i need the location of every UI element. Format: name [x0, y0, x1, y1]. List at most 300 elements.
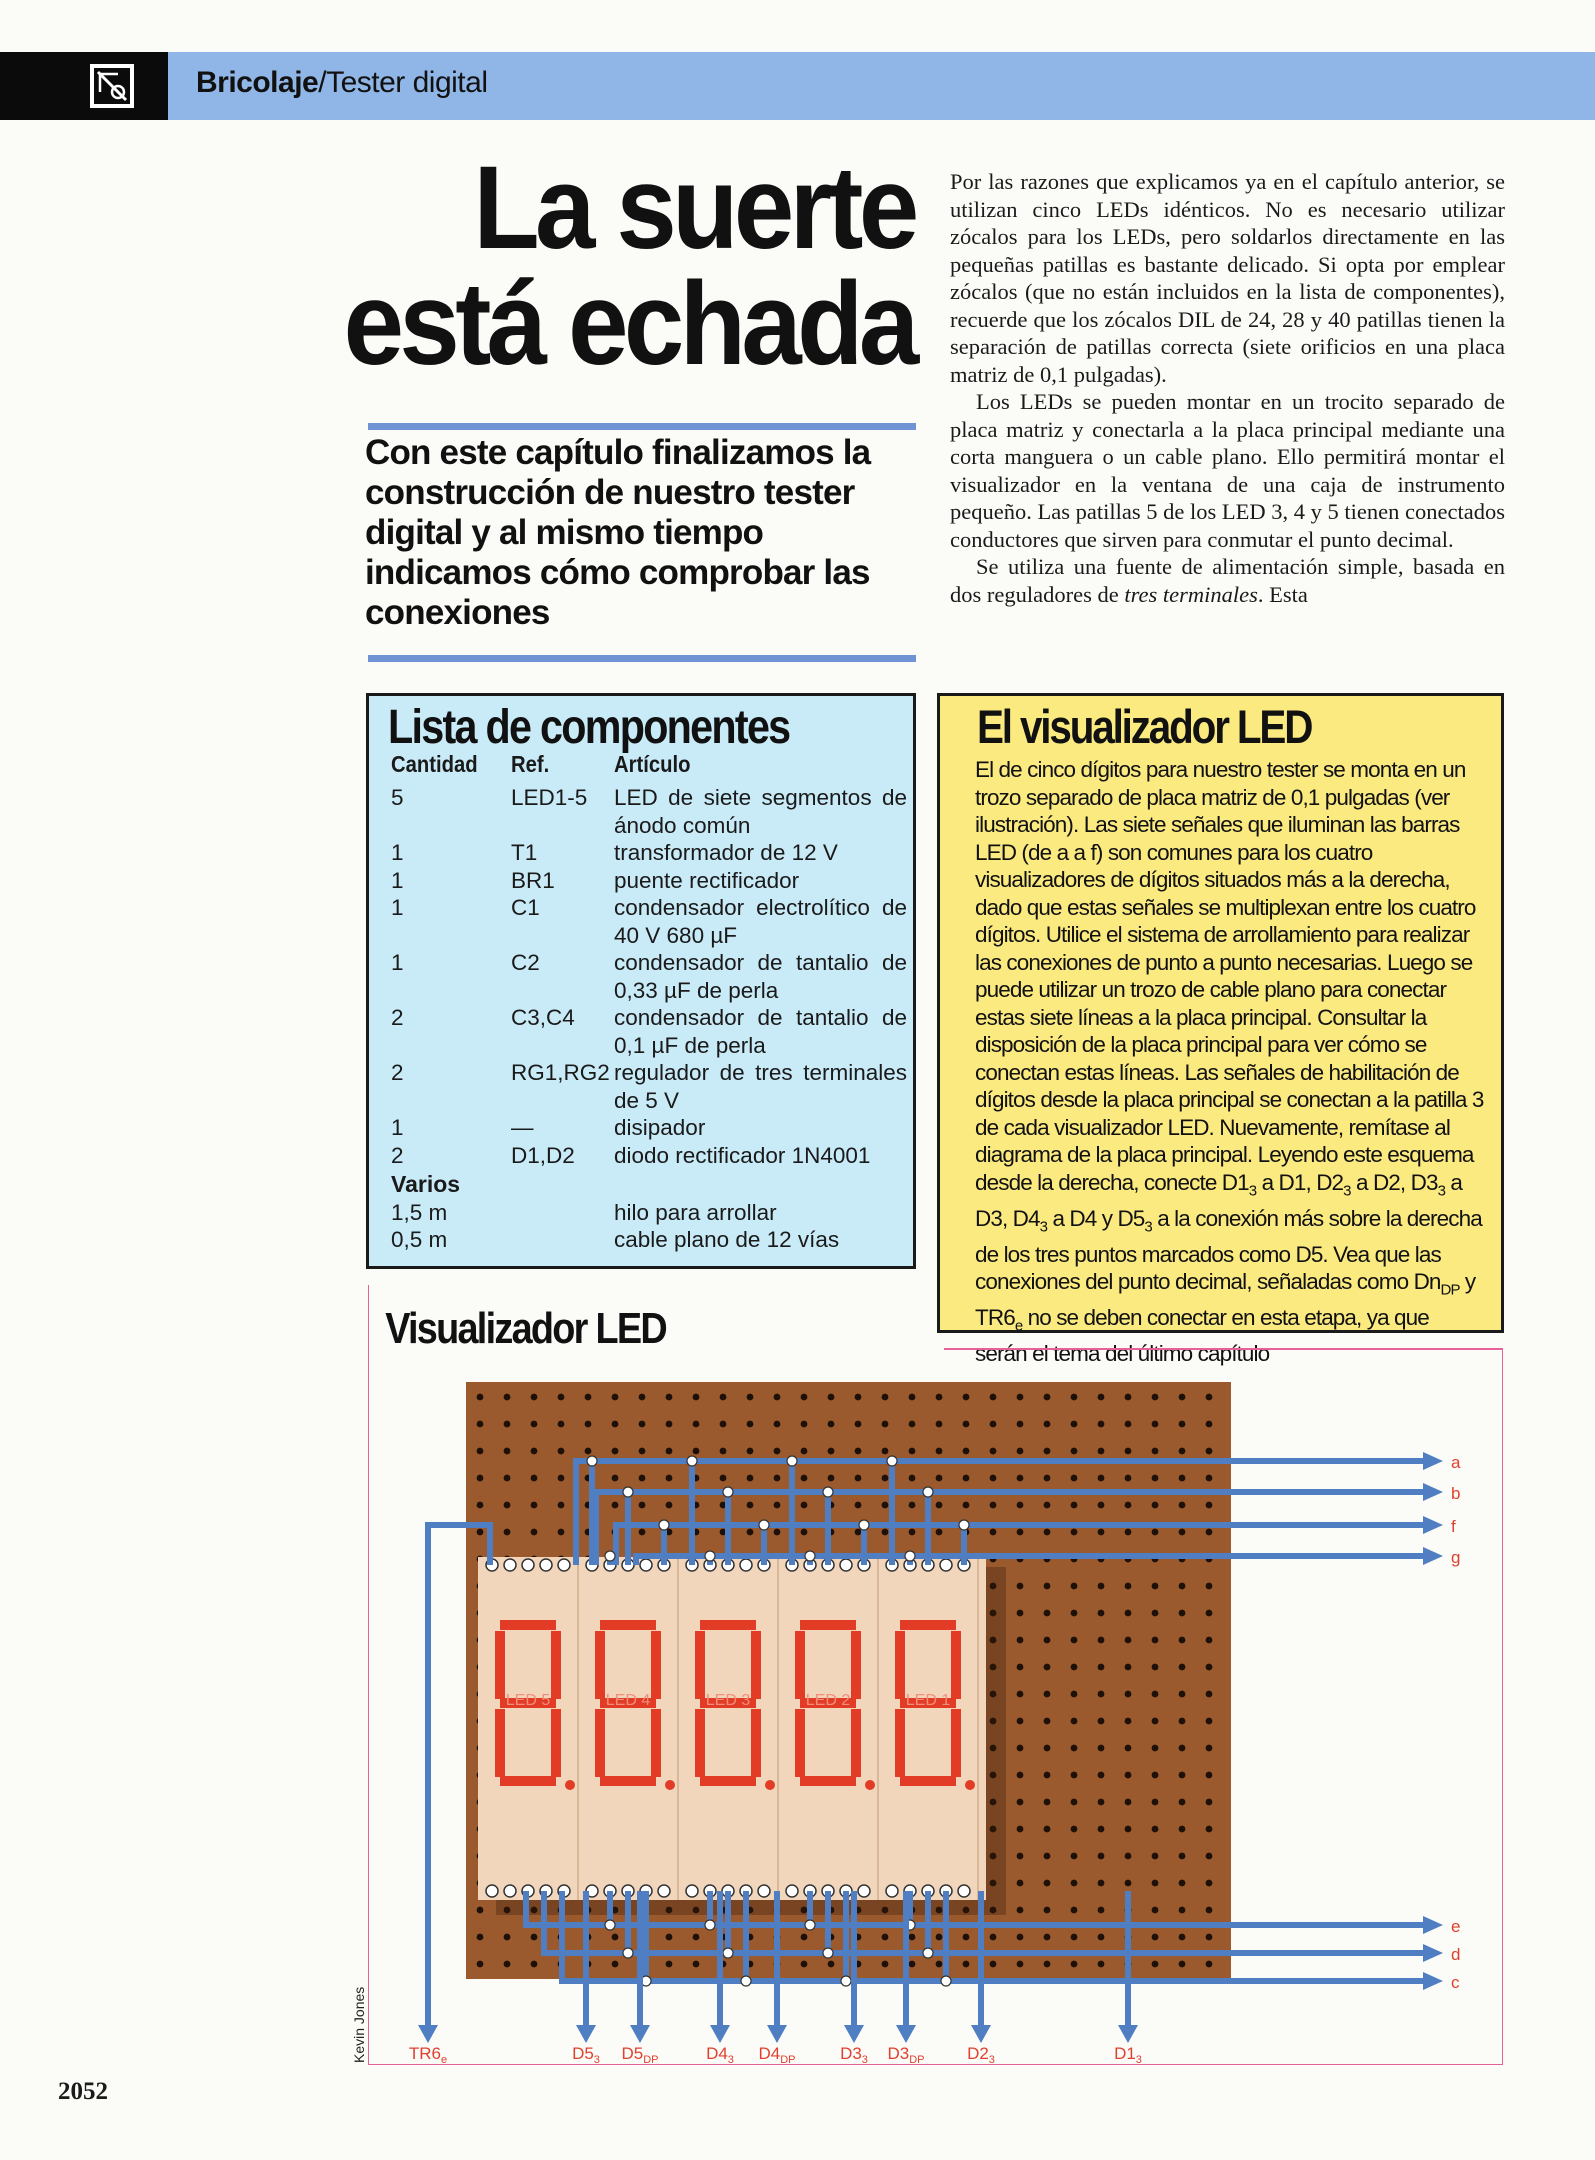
perfboard-hole — [801, 1502, 808, 1509]
perfboard-hole — [909, 1502, 916, 1509]
decimal-point — [565, 1780, 575, 1790]
perfboard-hole — [666, 1421, 673, 1428]
perfboard-hole — [1179, 1421, 1186, 1428]
display-pin — [658, 1885, 670, 1897]
component-qty: 1 — [391, 1115, 404, 1140]
component-item: condensador de tantalio de 0,33 µF de perla — [614, 950, 907, 1003]
display-pin — [940, 1559, 952, 1571]
perfboard-hole — [936, 1502, 943, 1509]
perfboard-hole — [1152, 1853, 1159, 1860]
perfboard-hole — [1098, 1826, 1105, 1833]
perfboard-hole — [1152, 1718, 1159, 1725]
perfboard-hole — [936, 1394, 943, 1401]
perfboard-hole — [1017, 1853, 1024, 1860]
led-segment — [751, 1709, 761, 1777]
signal-arrow — [1118, 2025, 1138, 2043]
perfboard-hole — [747, 1448, 754, 1455]
perfboard-hole — [1206, 1880, 1213, 1887]
signal-arrow — [576, 2025, 596, 2043]
signal-arrow — [896, 2025, 916, 2043]
perfboard-hole — [585, 1421, 592, 1428]
perfboard-hole — [1206, 1502, 1213, 1509]
perfboard-hole — [1098, 1907, 1105, 1914]
perfboard-hole — [1098, 1583, 1105, 1590]
perfboard-hole — [1098, 1880, 1105, 1887]
perfboard-hole — [585, 1394, 592, 1401]
perfboard-hole — [1206, 1610, 1213, 1617]
body-text — [950, 168, 1505, 608]
perfboard-hole — [1179, 1394, 1186, 1401]
perfboard-hole — [693, 1421, 700, 1428]
perfboard-hole — [1206, 1637, 1213, 1644]
perfboard-hole — [477, 1529, 484, 1536]
component-ref: RG1,RG2 — [511, 1060, 610, 1085]
perfboard-hole — [1179, 1826, 1186, 1833]
component-row — [391, 839, 911, 867]
perfboard-hole — [1179, 1772, 1186, 1779]
perfboard-hole — [531, 1502, 538, 1509]
perfboard-hole — [909, 1529, 916, 1536]
perfboard-hole — [1206, 1718, 1213, 1725]
perfboard-hole — [1098, 1745, 1105, 1752]
component-row — [391, 784, 911, 839]
perfboard-hole — [774, 1475, 781, 1482]
perfboard-hole — [1017, 1745, 1024, 1752]
perfboard-hole — [801, 1934, 808, 1941]
perfboard-hole — [1152, 1907, 1159, 1914]
perfboard-hole — [1098, 1475, 1105, 1482]
component-item: regulador de tres terminales de 5 V — [614, 1060, 907, 1113]
junction — [941, 1976, 951, 1986]
perfboard-hole — [531, 1448, 538, 1455]
perfboard-hole — [1071, 1772, 1078, 1779]
perfboard-hole — [1071, 1583, 1078, 1590]
perfboard-hole — [639, 1502, 646, 1509]
display-pin — [840, 1559, 852, 1571]
perfboard-hole — [477, 1475, 484, 1482]
digit-label: LED 1 — [905, 1692, 951, 1709]
perfboard-hole — [1017, 1448, 1024, 1455]
perfboard-hole — [639, 1448, 646, 1455]
display-pin — [886, 1885, 898, 1897]
component-row — [391, 949, 911, 1004]
perfboard-hole — [855, 1475, 862, 1482]
component-qty: 1 — [391, 840, 404, 865]
junction — [687, 1456, 697, 1466]
perfboard-hole — [1206, 1394, 1213, 1401]
junction — [659, 1520, 669, 1530]
junction — [859, 1520, 869, 1530]
signal-arrow — [1423, 1916, 1443, 1934]
perfboard-hole — [801, 1961, 808, 1968]
perfboard-hole — [558, 1421, 565, 1428]
display-pin — [504, 1559, 516, 1571]
perfboard-hole — [936, 1421, 943, 1428]
perfboard-hole — [1206, 1907, 1213, 1914]
perfboard-hole — [1152, 1934, 1159, 1941]
perfboard-hole — [1017, 1826, 1024, 1833]
perfboard-hole — [1098, 1448, 1105, 1455]
perfboard-hole — [801, 1421, 808, 1428]
perfboard-hole — [666, 1934, 673, 1941]
perfboard-hole — [1044, 1448, 1051, 1455]
perfboard-hole — [1044, 1934, 1051, 1941]
perfboard-hole — [1179, 1745, 1186, 1752]
perfboard-hole — [477, 1907, 484, 1914]
component-row — [391, 1226, 911, 1254]
perfboard-hole — [612, 1421, 619, 1428]
component-item: cable plano de 12 vías — [614, 1227, 840, 1252]
perfboard-hole — [1179, 1961, 1186, 1968]
perfboard-hole — [990, 1502, 997, 1509]
perfboard-hole — [1017, 1691, 1024, 1698]
perfboard-hole — [855, 1394, 862, 1401]
junction — [623, 1487, 633, 1497]
standfirst-rule-top — [368, 423, 916, 430]
perfboard-hole — [477, 1502, 484, 1509]
perfboard-hole — [1125, 1448, 1132, 1455]
perfboard-hole — [1071, 1421, 1078, 1428]
perfboard-hole — [1125, 1664, 1132, 1671]
perfboard-hole — [882, 1961, 889, 1968]
perfboard-hole — [882, 1421, 889, 1428]
perfboard-hole — [477, 1448, 484, 1455]
signal-arrow — [1423, 1972, 1443, 1990]
junction — [605, 1551, 615, 1561]
perfboard-hole — [1206, 1475, 1213, 1482]
perfboard-hole — [1206, 1826, 1213, 1833]
junction — [887, 1456, 897, 1466]
perfboard-hole — [747, 1502, 754, 1509]
perfboard-hole — [1206, 1853, 1213, 1860]
junction — [587, 1456, 597, 1466]
component-row — [391, 867, 911, 895]
perfboard-hole — [1152, 1529, 1159, 1536]
perfboard-hole — [1179, 1799, 1186, 1806]
perfboard-hole — [909, 1394, 916, 1401]
perfboard-hole — [1152, 1394, 1159, 1401]
perfboard-hole — [855, 1448, 862, 1455]
perfboard-hole — [990, 1529, 997, 1536]
perfboard-hole — [1017, 1934, 1024, 1941]
body-paragraph: Los LEDs se pueden montar en un trocito separado de placa matriz y conectarla a la placa principal mediante una corta manguera o un cable plano. Ello permitirá montar el visualizador en la ventana de una caja de instrumento pequeño. Las patillas 5 de los LED 3, 4 y 5 tienen conectados conductores que sirven para conmutar el punto decimal. — [950, 389, 1505, 552]
perfboard-hole — [1017, 1799, 1024, 1806]
component-qty: 1 — [391, 895, 404, 920]
perfboard-hole — [720, 1394, 727, 1401]
perfboard-hole — [1125, 1799, 1132, 1806]
signal-label: d — [1451, 1945, 1461, 1964]
perfboard-hole — [1152, 1961, 1159, 1968]
components-title: Lista de componentes — [388, 701, 790, 754]
perfboard-hole — [1044, 1826, 1051, 1833]
perfboard-hole — [1125, 1583, 1132, 1590]
perfboard-hole — [1044, 1637, 1051, 1644]
component-qty: 2 — [391, 1005, 404, 1030]
perfboard-hole — [909, 1475, 916, 1482]
component-row — [391, 1004, 911, 1059]
perfboard-hole — [1017, 1718, 1024, 1725]
signal-arrow — [971, 2025, 991, 2043]
signal-arrow — [710, 2025, 730, 2043]
perfboard-hole — [1152, 1610, 1159, 1617]
perfboard-hole — [963, 1421, 970, 1428]
column-header-ref: Ref. — [511, 751, 550, 777]
perfboard-hole — [1152, 1583, 1159, 1590]
perfboard-hole — [1206, 1934, 1213, 1941]
perfboard-hole — [1071, 1664, 1078, 1671]
perfboard-hole — [1179, 1475, 1186, 1482]
perfboard-hole — [1017, 1664, 1024, 1671]
led-segment — [495, 1631, 505, 1699]
junction — [823, 1948, 833, 1958]
misc-heading: Varios — [391, 1171, 461, 1197]
perfboard-hole — [1044, 1610, 1051, 1617]
perfboard-hole — [1017, 1502, 1024, 1509]
perfboard-hole — [909, 1448, 916, 1455]
led-display-diagram — [368, 1285, 1503, 2065]
signal-label: c — [1451, 1973, 1460, 1992]
perfboard-hole — [477, 1421, 484, 1428]
junction — [723, 1948, 733, 1958]
header-black-block — [0, 52, 168, 120]
perfboard-hole — [1206, 1745, 1213, 1752]
perfboard-hole — [1071, 1826, 1078, 1833]
perfboard-hole — [1071, 1394, 1078, 1401]
signal-arrow — [844, 2025, 864, 2043]
perfboard-hole — [1152, 1826, 1159, 1833]
perfboard-hole — [882, 1475, 889, 1482]
perfboard-hole — [1017, 1907, 1024, 1914]
perfboard-hole — [1152, 1691, 1159, 1698]
perfboard-hole — [1179, 1880, 1186, 1887]
signal-arrow — [1423, 1452, 1443, 1470]
perfboard-hole — [774, 1421, 781, 1428]
perfboard-hole — [990, 1394, 997, 1401]
perfboard-hole — [1017, 1583, 1024, 1590]
perfboard-hole — [774, 1394, 781, 1401]
led-segment — [751, 1631, 761, 1699]
perfboard-hole — [666, 1448, 673, 1455]
perfboard-hole — [504, 1934, 511, 1941]
led-segment — [895, 1631, 905, 1699]
component-row — [391, 1114, 911, 1142]
perfboard-hole — [1206, 1448, 1213, 1455]
perfboard-hole — [1125, 1502, 1132, 1509]
component-ref — [511, 1199, 614, 1227]
perfboard-hole — [1179, 1448, 1186, 1455]
led-segment — [600, 1620, 656, 1630]
component-qty: 5 — [391, 785, 404, 810]
perfboard-hole — [1125, 1421, 1132, 1428]
led-segment — [700, 1776, 756, 1786]
perfboard-hole — [1044, 1664, 1051, 1671]
svg-text:Kevin Jones: Kevin Jones — [351, 1986, 367, 2063]
column-header-article: Artículo — [614, 751, 691, 777]
led-segment — [951, 1709, 961, 1777]
perfboard-hole — [882, 1934, 889, 1941]
perfboard-hole — [1098, 1610, 1105, 1617]
perfboard-hole — [936, 1961, 943, 1968]
component-ref: LED1-5 — [511, 785, 588, 810]
perfboard-hole — [963, 1502, 970, 1509]
perfboard-hole — [801, 1475, 808, 1482]
component-item: hilo para arrollar — [614, 1199, 777, 1225]
signal-arrow — [767, 2025, 787, 2043]
perfboard-hole — [531, 1934, 538, 1941]
led-segment — [800, 1776, 856, 1786]
header-section-label: Bricolaje/Tester digital — [196, 66, 488, 99]
craft-tools-icon — [88, 62, 136, 110]
perfboard-hole — [612, 1448, 619, 1455]
article-title: La suerte está echada — [344, 142, 915, 390]
diagram-title: Visualizador LED — [385, 1303, 666, 1353]
perfboard-hole — [1125, 1529, 1132, 1536]
perfboard-hole — [1071, 1691, 1078, 1698]
led-segment — [500, 1620, 556, 1630]
signal-label: f — [1451, 1517, 1456, 1536]
perfboard-hole — [531, 1475, 538, 1482]
perfboard-hole — [1152, 1637, 1159, 1644]
perfboard-hole — [639, 1475, 646, 1482]
signal-arrow — [630, 2025, 650, 2043]
perfboard-hole — [1044, 1745, 1051, 1752]
digit-label: LED 4 — [605, 1692, 651, 1709]
component-ref: — — [511, 1115, 534, 1140]
output-label: $D3_{DP}$ — [887, 2044, 925, 2065]
led-segment — [895, 1709, 905, 1777]
signal-arrow — [1423, 1944, 1443, 1962]
led-segment — [500, 1776, 556, 1786]
perfboard-hole — [558, 1394, 565, 1401]
led-segment — [795, 1709, 805, 1777]
perfboard-hole — [801, 1394, 808, 1401]
perfboard-hole — [1152, 1448, 1159, 1455]
perfboard-hole — [963, 1448, 970, 1455]
perfboard-hole — [1125, 1826, 1132, 1833]
perfboard-hole — [1125, 1637, 1132, 1644]
signal-label: e — [1451, 1917, 1461, 1936]
perfboard-hole — [1206, 1691, 1213, 1698]
perfboard-hole — [504, 1502, 511, 1509]
sidebar-title: El visualizador LED — [977, 700, 1312, 753]
junction — [923, 1487, 933, 1497]
output-label: $D3_3$ — [840, 2044, 868, 2065]
perfboard-hole — [1152, 1745, 1159, 1752]
junction — [705, 1920, 715, 1930]
signal-label: g — [1451, 1548, 1461, 1567]
component-ref: BR1 — [511, 867, 555, 893]
component-row — [391, 894, 911, 949]
perfboard-hole — [1044, 1772, 1051, 1779]
perfboard-hole — [828, 1475, 835, 1482]
perfboard-hole — [1125, 1880, 1132, 1887]
perfboard-hole — [693, 1934, 700, 1941]
perfboard-hole — [1098, 1718, 1105, 1725]
component-item: transformador de 12 V — [614, 840, 838, 865]
perfboard-hole — [747, 1529, 754, 1536]
led-segment — [795, 1631, 805, 1699]
perfboard-hole — [666, 1394, 673, 1401]
perfboard-hole — [1125, 1394, 1132, 1401]
component-item: condensador electrolítico de 40 V 680 µF — [614, 895, 907, 948]
junction — [787, 1456, 797, 1466]
perfboard-hole — [1017, 1421, 1024, 1428]
component-item: disipador — [614, 1115, 706, 1140]
perfboard-hole — [801, 1448, 808, 1455]
perfboard-hole — [936, 1475, 943, 1482]
led-segment — [651, 1709, 661, 1777]
perfboard-hole — [1044, 1421, 1051, 1428]
junction — [905, 1551, 915, 1561]
junction — [823, 1487, 833, 1497]
perfboard-hole — [990, 1475, 997, 1482]
junction — [705, 1551, 715, 1561]
perfboard-hole — [774, 1529, 781, 1536]
perfboard-hole — [1206, 1664, 1213, 1671]
perfboard-hole — [1152, 1421, 1159, 1428]
perfboard-hole — [1179, 1691, 1186, 1698]
perfboard-hole — [1071, 1880, 1078, 1887]
perfboard-hole — [693, 1961, 700, 1968]
perfboard-hole — [1044, 1502, 1051, 1509]
perfboard-hole — [1152, 1475, 1159, 1482]
perfboard-hole — [774, 1502, 781, 1509]
perfboard-hole — [1098, 1961, 1105, 1968]
led-segment — [551, 1709, 561, 1777]
display-pin — [640, 1559, 652, 1571]
perfboard-hole — [1179, 1934, 1186, 1941]
junction — [805, 1551, 815, 1561]
display-pin — [686, 1885, 698, 1897]
perfboard-hole — [1179, 1907, 1186, 1914]
components-list-box — [366, 693, 916, 1269]
perfboard-hole — [531, 1529, 538, 1536]
perfboard-hole — [666, 1961, 673, 1968]
perfboard-hole — [1071, 1799, 1078, 1806]
perfboard-hole — [1071, 1934, 1078, 1941]
perfboard-hole — [1179, 1664, 1186, 1671]
perfboard-hole — [963, 1394, 970, 1401]
junction — [605, 1920, 615, 1930]
perfboard-hole — [1179, 1637, 1186, 1644]
perfboard-hole — [747, 1421, 754, 1428]
component-ref — [511, 1226, 614, 1254]
output-label: $D4_3$ — [706, 2044, 734, 2065]
perfboard-hole — [720, 1421, 727, 1428]
perfboard-hole — [1044, 1853, 1051, 1860]
component-item: puente rectificador — [614, 867, 800, 893]
component-qty: 1 — [391, 867, 404, 893]
perfboard-hole — [1125, 1772, 1132, 1779]
sidebar-body: El de cinco dígitos para nuestro tester se monta en un trozo separado de placa matriz de 0,1 pulgadas (ver ilustración). Las siete señales que iluminan las barras LED (de a a f) son comunes para los cuatro visualizadores de dígitos situados más a la derecha, dado que estas señales se multiplexan entre los cuatro dígitos. Utilice el sistema de arrollamiento para realizar las conexiones de punto a punto necesarias. Luego se puede utilizar un trozo de cable plano para conectar estas siete líneas a la placa principal. Consultar la disposición de la placa principal para ver cómo se conectan estas líneas. Las señales de habilitación de dígitos desde la placa principal se conectan a la patilla 3 de cada visualizador LED. Nuevamente, remítase al diagrama de la placa principal. Leyendo este esquema desde la derecha, conecte $D1_3$ a D1, $D2_3$ a D2, $D3_3$ a D3, $D4_3$ a D4 y $D5_3$ a la conexión más sobre la derecha de los tres puntos marcados como D5. Vea que las conexiones del punto decimal, señaladas como $Dn_{DP}$ y $TR6_e$ no se deben conectar en esta etapa, ya que serán el tema del último capítulo — [975, 757, 1484, 1366]
perfboard-hole — [693, 1448, 700, 1455]
junction — [723, 1487, 733, 1497]
perfboard-hole — [558, 1448, 565, 1455]
perfboard-hole — [747, 1475, 754, 1482]
perfboard-hole — [1206, 1583, 1213, 1590]
perfboard-hole — [1179, 1718, 1186, 1725]
led-segment — [600, 1776, 656, 1786]
component-item: LED de siete segmentos de ánodo común — [614, 785, 907, 838]
junction — [805, 1920, 815, 1930]
perfboard-hole — [1098, 1664, 1105, 1671]
perfboard-hole — [1071, 1637, 1078, 1644]
perfboard-hole — [1125, 1475, 1132, 1482]
perfboard-hole — [1179, 1853, 1186, 1860]
perfboard-hole — [531, 1961, 538, 1968]
junction — [623, 1948, 633, 1958]
perfboard-hole — [1071, 1502, 1078, 1509]
